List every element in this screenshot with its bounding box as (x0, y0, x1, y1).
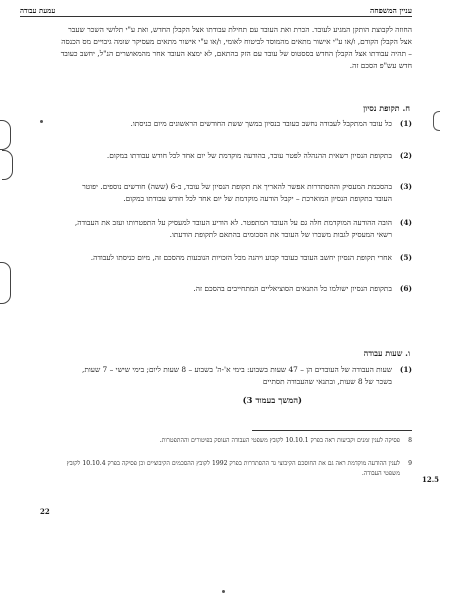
item-number: (1) (399, 119, 412, 128)
item-number: (2) (399, 151, 412, 160)
section-heading-work-hours: ו. שעות עבודה (363, 348, 410, 358)
footnote-rule (252, 430, 412, 431)
item-number: (5) (399, 253, 412, 262)
scan-speck (222, 590, 225, 593)
footnote (52, 459, 412, 478)
item-number: (4) (399, 218, 412, 227)
scan-speck (40, 120, 43, 123)
running-header-title: עניין המשפחה (369, 6, 412, 15)
list-item (72, 252, 412, 264)
item-number: (3) (399, 182, 412, 191)
margin-bracket-mark (0, 262, 11, 304)
page-number-left: 22 (40, 507, 50, 516)
margin-hand-mark (433, 111, 440, 131)
item-text: בהסכמת המעסיק וההסתדרות אפשר להאריך את תקופת הנסיון של עובד, ב-6 (ששה) חודשים נוספים. יפוטר העובד בתקופת הנסיון המוארכת – יקבל הודעה מוקדמת של יום אחד לכל חודש עבודתו במקום. (82, 182, 392, 204)
item-text: אחרי תקופת הנסיון יחשב העובד כעובד קבוע ויהנה מכל הזכויות הנובעות מהסכם זה, מיום כניסתו לעבודה. (90, 253, 392, 262)
list-item (72, 150, 412, 162)
list-item (72, 283, 412, 295)
intro-paragraph: החוזה לקבוצת הותקן המגיע לעובד. הכרת ואת העובד עם תחילת עבודתו אצל הקבלן החדש, ואת ע"י תלושי השכר שעבר אצל הקבלן הקודם, ו/או ע"י אישור מתאים מהמוסד לביטוח לאומי, ו/או ע"י אישור מתאים מעסיקר שומה גיבויים מס הכנסה – תהיה עבודתו אצל הקבלן החדש בססטוס של עובד עם הזק בהתאם, לא ימצא העובד אחר מהמאושרים הנ"ל, יחשב כעובד חדש עש"פ הסכם זה. (60, 25, 412, 71)
footnote-number: 9 (408, 460, 412, 467)
item-text: בתקופת הנסיון ישולמו כל התנאים הסוציאליים המתחייבים בהסכם זה. (193, 284, 392, 293)
list-item (72, 118, 412, 130)
list-item (72, 364, 412, 388)
header-rule (20, 16, 412, 17)
footnote-text: פסיקה לענין זמנים וקביעות ראה בפרק 10.10.1 לקובץ משפטי העבודה העוסק בפיטורים וההתפטרות. (159, 437, 400, 444)
footnote (52, 436, 412, 446)
item-number: (1) (399, 365, 412, 374)
item-text: שעות העבודה של העובדים הן – 47 שעות בשבוע: בימי א'-ה' בשבוע – 8 שעות ליום; בימי שישי – 7 שעות, בשכר של 8 שעות, ובתנאי שהעבודה תסתיים (82, 365, 392, 387)
item-text: בתקופת הנסיון רשאית ההנהלה לפטר עובד, בהודעה מוקדמת של יום אחד לכל חודש עבודתו במקום. (106, 151, 392, 160)
margin-bracket-mark (0, 120, 11, 150)
item-number: (6) (399, 284, 412, 293)
page-number-right: 12.5 (422, 475, 440, 484)
margin-bracket-mark (2, 150, 13, 180)
running-header-section: עמעת עבודה (20, 6, 56, 15)
list-item (72, 181, 412, 205)
footnote-text: לענין ההודעה מוקדמת ראה גם את החוסכם הקיבוצי גד ההסתדרות בפרק 1992 לקובץ ההסכמים הקיבוציים וכן פסיקה בפרק 10.10.4 לקובץ משפטי העבודה. (66, 460, 400, 477)
footnote-number: 8 (408, 437, 412, 444)
item-text: כל עובד המתקבל לעבודה נחשב כעובד בנסיון במשך ששת החודשים הראשונים מיום כניסתו. (130, 119, 392, 128)
item-text: הובה ההודעה המוקדמת חלה גם על העובד המתפטר. לא הודיע העובד למעסיק על התפטרותו ועזב את העבודה, רשאי המעסיק לגבות משכרו של העובד את הסכומים בהתאם לתקופת הודעתו. (74, 218, 392, 240)
continued-note: (המשך בעמוד 3) (242, 395, 302, 405)
list-item (72, 217, 412, 241)
section-heading-probation: ח. תקופת נסיון (363, 103, 410, 113)
